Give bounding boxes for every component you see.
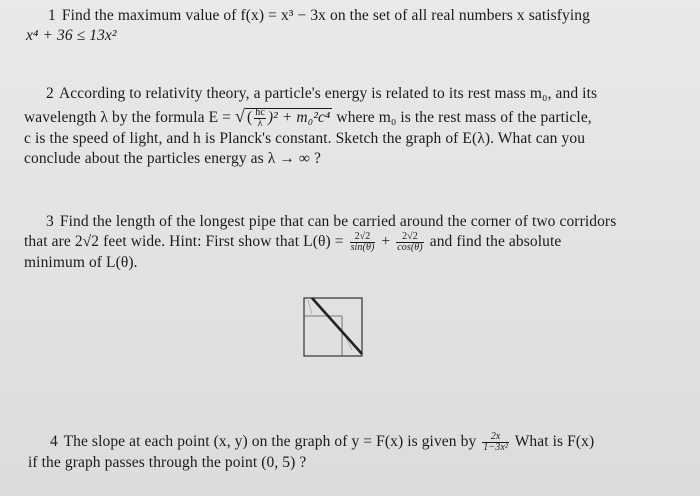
problem-3-line-2a: that are 2√2 feet wide. Hint: First show that L(θ) = [24,233,344,251]
fraction-cos-numerator: 2√2 [396,232,424,243]
problem-2 [24,84,674,169]
problem-1-line-2: x⁴ + 36 ≤ 13x² [26,27,117,44]
fraction-sin [350,232,376,253]
sqrt-frac-numerator: hc [255,106,265,118]
problem-4-number: 4 [50,433,58,451]
slope-fraction [482,432,509,453]
problem-2-number: 2 [46,85,54,102]
problem-1-line-1: Find the maximum value of f(x) = x³ − 3x on the set of all real numbers x satisfying [61,7,590,24]
faint-mark [308,300,312,314]
fraction-cos [396,232,424,253]
energy-formula-sqrt: √ ( $\frac{hc}{\lambda}$ )² + m₀²c⁴ [235,106,331,129]
fraction-cos-denominator: cos(θ) [397,242,423,253]
problem-2-line-2a: wavelength λ by the formula E = [24,109,232,126]
sqrt-frac-denominator: λ [257,117,263,129]
problem-1-number: 1 [48,7,56,24]
sqrt-rest: )² + m₀²c⁴ [267,109,331,126]
problem-3-line-3: minimum of L(θ). [24,254,138,271]
problem-3-line-2b: and find the absolute [429,233,562,251]
problem-2-line-4: conclude about the particles energy as λ → ∞ ? [24,149,322,167]
problem-2-line-3: c is the speed of light, and h is Planck's constant. Sketch the graph of E(λ). What can you [24,129,586,147]
problem-4-line-2: if the graph passes through the point (0, 5) ? [28,454,307,471]
problem-4-line-1a: The slope at each point (x, y) on the graph of y = F(x) is given by [63,433,477,451]
fraction-sin-numerator: 2√2 [350,232,376,243]
problem-4-line-1b: What is F(x) [514,433,595,451]
pipe-line [312,298,362,354]
problem-4 [28,432,678,473]
problem-1 [26,6,676,46]
corridor-outer-wall [304,298,362,356]
problem-2-line-2b: where m₀ is the rest mass of the particle, [336,109,592,126]
corridor-diagram [284,292,374,362]
problem-3 [24,212,674,273]
problem-3-number: 3 [46,213,54,230]
plus-sign: + [381,233,391,251]
slope-fraction-numerator: 2x [482,432,509,443]
problem-3-line-1: Find the length of the longest pipe that can be carried around the corner of two corridors [59,213,617,230]
fraction-sin-denominator: sin(θ) [350,242,375,253]
problem-2-line-1: According to relativity theory, a particle's energy is related to its rest mass m₀, and its [58,85,598,102]
slope-fraction-denominator: 1−3x² [483,442,508,453]
